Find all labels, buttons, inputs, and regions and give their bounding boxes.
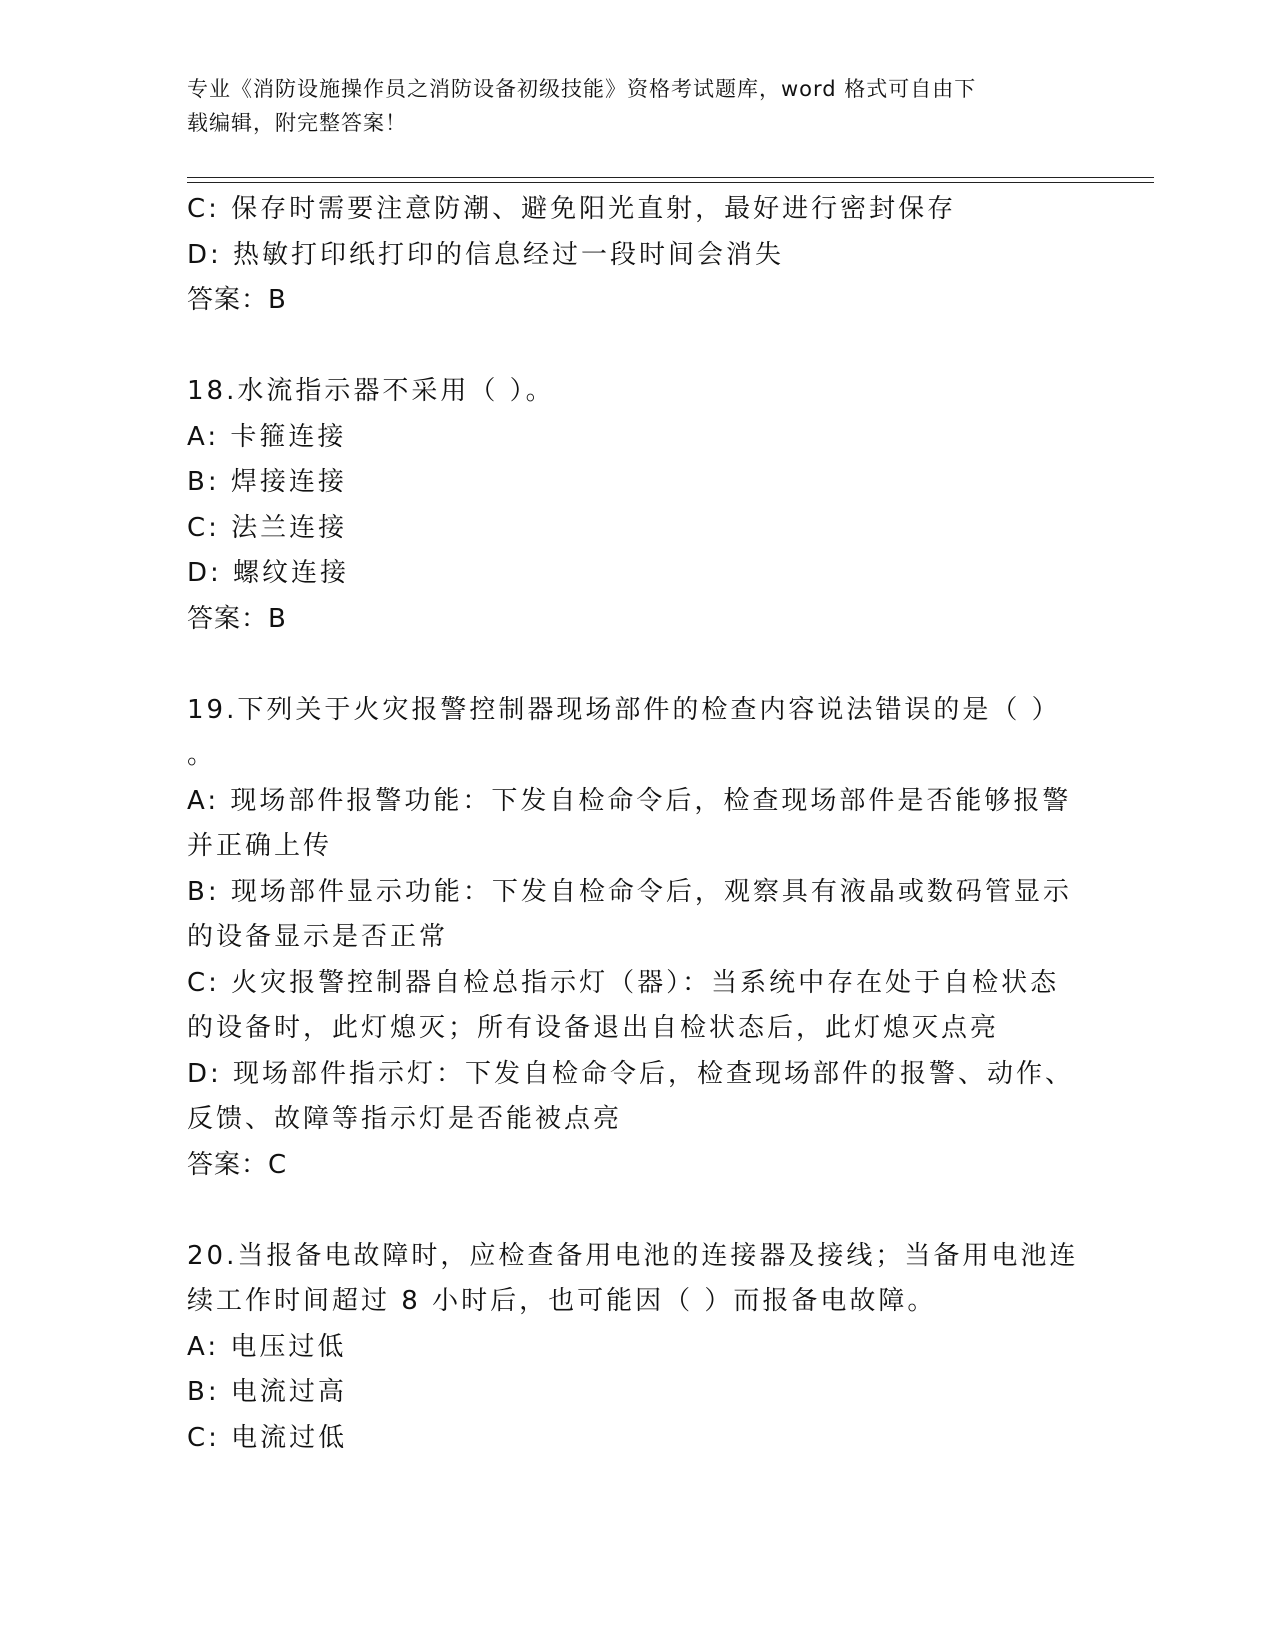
q19-option-a-line-1: A: 现场部件报警功能：下发自检命令后，检查现场部件是否能够报警	[187, 785, 1072, 816]
header-rule-top	[187, 177, 1154, 178]
q19-answer-value: C	[268, 1149, 288, 1180]
q17-answer-value: B	[268, 285, 287, 315]
q20-stem-line-1: 20.当报备电故障时，应检查备用电池的连接器及接线；当备用电池连	[187, 1240, 1079, 1271]
q18-answer-label: 答案：	[187, 603, 269, 634]
q19-option-d-line-2: 反馈、故障等指示灯是否能被点亮	[187, 1104, 623, 1134]
q19-option-a-line-2: 并正确上传	[187, 831, 333, 861]
q17-answer-label: 答案：	[187, 285, 269, 315]
q20-option-b: B: 电流过高	[187, 1377, 347, 1407]
q18-option-b: B: 焊接连接	[187, 467, 347, 497]
q17-option-d: D: 热敏打印纸打印的信息经过一段时间会消失	[187, 239, 785, 270]
q17-answer	[187, 278, 1087, 324]
q19-option-b-line-1: B: 现场部件显示功能：下发自检命令后，观察具有液晶或数码管显示	[187, 876, 1072, 907]
q19-option-c-line-1: C: 火灾报警控制器自检总指示灯（器）：当系统中存在处于自检状态	[187, 967, 1060, 998]
q19-option-c-line-2: 的设备时，此灯熄灭；所有设备退出自检状态后，此灯熄灭点亮	[187, 1013, 1000, 1043]
q17-option-c: C: 保存时需要注意防潮、避免阳光直射，最好进行密封保存	[187, 194, 957, 224]
header-line-1: 专业《消防设施操作员之消防设备初级技能》资格考试题库，word 格式可自由下	[187, 77, 977, 101]
q18-option-c: C: 法兰连接	[187, 512, 348, 543]
q18-stem: 18.水流指示器不采用（ ）。	[187, 376, 555, 406]
q19-stem-line-2: 。	[187, 740, 217, 770]
header-line-2: 载编辑，附完整答案！	[187, 111, 407, 135]
q18-option-a: A: 卡箍连接	[187, 421, 347, 452]
header-rule-bottom	[187, 182, 1154, 183]
spacer	[187, 324, 1087, 370]
q18-option-d: D: 螺纹连接	[187, 558, 350, 588]
q19-option-b-line-2: 的设备显示是否正常	[187, 922, 449, 952]
q19-option-d-line-1: D: 现场部件指示灯：下发自检命令后，检查现场部件的报警、动作、	[187, 1058, 1075, 1089]
document-header	[187, 72, 1087, 140]
question-content	[187, 187, 1087, 1461]
spacer	[187, 642, 1087, 688]
spacer	[187, 1188, 1087, 1234]
q19-answer	[187, 1143, 1087, 1189]
q19-stem-line-1: 19.下列关于火灾报警控制器现场部件的检查内容说法错误的是（ ）	[187, 694, 1061, 725]
q20-option-c: C: 电流过低	[187, 1422, 348, 1453]
q20-stem-line-2: 续工作时间超过 8 小时后，也可能因（ ）而报备电故障。	[187, 1286, 937, 1316]
q18-answer-value: B	[268, 603, 287, 634]
q19-answer-label: 答案：	[187, 1149, 269, 1180]
q18-answer	[187, 597, 1087, 643]
q20-option-a: A: 电压过低	[187, 1331, 347, 1362]
